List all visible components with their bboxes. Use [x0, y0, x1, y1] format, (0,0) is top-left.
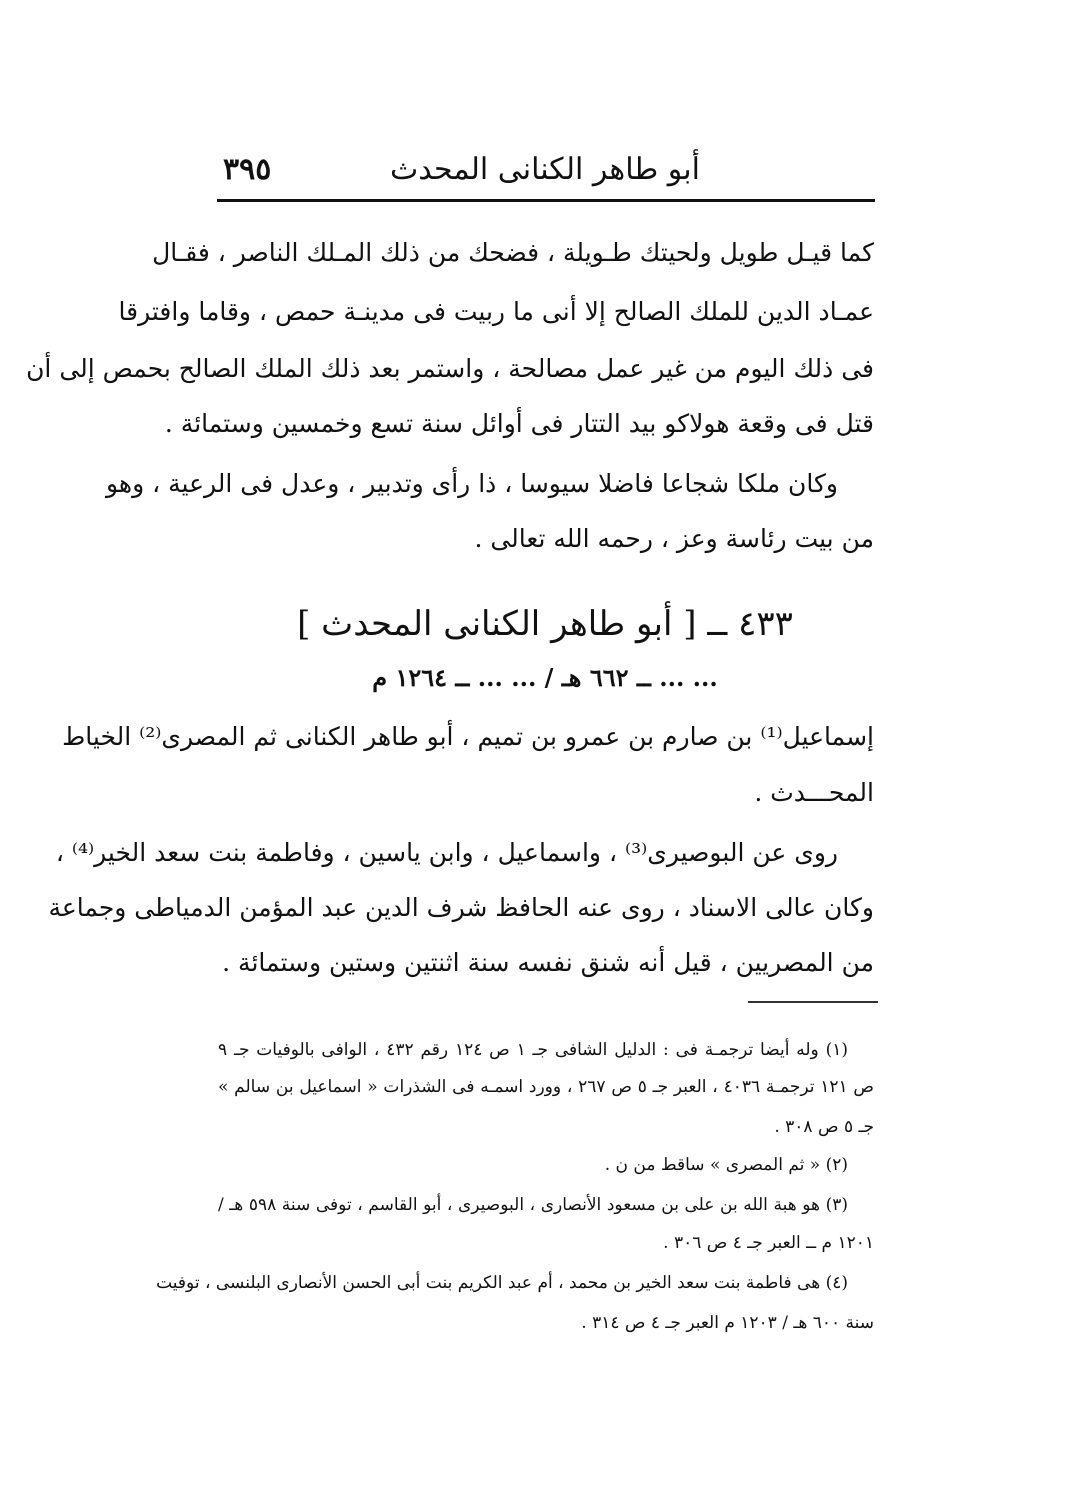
entry-body-line: من المصريين ، قيل أنه شنق نفسه سنة اثنتين وستين وستمائة .	[222, 948, 874, 977]
entry-intro-line: المحـــدث .	[754, 778, 874, 807]
text-line: من بيت رئاسة وعز ، رحمه الله تعالى .	[474, 524, 874, 553]
page-header	[215, 148, 875, 200]
entry-body-line: روى عن البوصيرى⁽³⁾ ، واسماعيل ، وابن ياسين ، وفاطمة بنت سعد الخير⁽⁴⁾ ،	[55, 838, 838, 867]
footnote-line: ص ١٢١ ترجمـة ٤٠٣٦ ، العبر جـ ٥ ص ٢٦٧ ، وورد اسمـه فى الشذرات « اسماعيل بن سالم »	[218, 1077, 874, 1097]
footnote-line: سنة ٦٠٠ هـ / ١٢٠٣ م العبر جـ ٤ ص ٣١٤ .	[581, 1313, 874, 1333]
text-line: كما قيـل طويل ولحيتك طـويلة ، فضحك من ذلك المـلك الناصر ، فقـال	[152, 238, 874, 267]
footnote-line: (٤) هى فاطمة بنت سعد الخير بن محمد ، أم عبد الكريم بنت أبى الحسن الأنصارى البلنسى ، توفيت	[156, 1273, 848, 1293]
entry-dates: ... ... ــ ٦٦٢ هـ / ... ... ــ ١٢٦٤ م	[372, 663, 718, 692]
entry-title: ٤٣٣ ــ [ أبو طاهر الكنانى المحدث ]	[297, 604, 793, 644]
text-line: وكان ملكا شجاعا فاضلا سيوسا ، ذا رأى وتدبير ، وعدل فى الرعية ، وهو	[106, 469, 838, 498]
footnote-line: (١) وله أيضا ترجمـة فى : الدليل الشافى جـ ١ ص ١٢٤ رقم ٤٣٢ ، الوافى بالوفيات جـ ٩	[218, 1040, 848, 1060]
text-line: قتل فى وقعة هولاكو بيد التتار فى أوائل سنة تسع وخمسين وستمائة .	[164, 409, 874, 438]
running-title: أبو طاهر الكنانى المحدث	[390, 152, 700, 187]
footnote-line: (٢) « ثم المصرى » ساقط من ن .	[604, 1155, 848, 1175]
footnote-line: ١٢٠١ م ــ العبر جـ ٤ ص ٣٠٦ .	[663, 1233, 874, 1253]
footnote-line: (٣) هو هبة الله بن على بن مسعود الأنصارى ، البوصيرى ، أبو القاسم ، توفى سنة ٥٩٨ هـ /	[218, 1195, 848, 1215]
entry-intro-line: إسماعيل⁽¹⁾ بن صارم بن عمرو بن تميم ، أبو طاهر الكنانى ثم المصرى⁽²⁾ الخياط	[62, 722, 874, 751]
footnote-rule	[748, 1001, 878, 1003]
header-rule	[217, 199, 875, 202]
footnote-line: جـ ٥ ص ٣٠٨ .	[774, 1117, 874, 1137]
entry-body-line: وكان عالى الاسناد ، روى عنه الحافظ شرف الدين عبد المؤمن الدمياطى وجماعة	[48, 893, 874, 922]
page-number: ٣٩٥	[223, 152, 272, 187]
text-line: عمـاد الدين للملك الصالح إلا أنى ما ربيت فى مدينـة حمص ، وقاما وافترقا	[118, 297, 874, 326]
text-line: فى ذلك اليوم من غير عمل مصالحة ، واستمر بعد ذلك الملك الصالح بحمص إلى أن	[26, 354, 874, 383]
